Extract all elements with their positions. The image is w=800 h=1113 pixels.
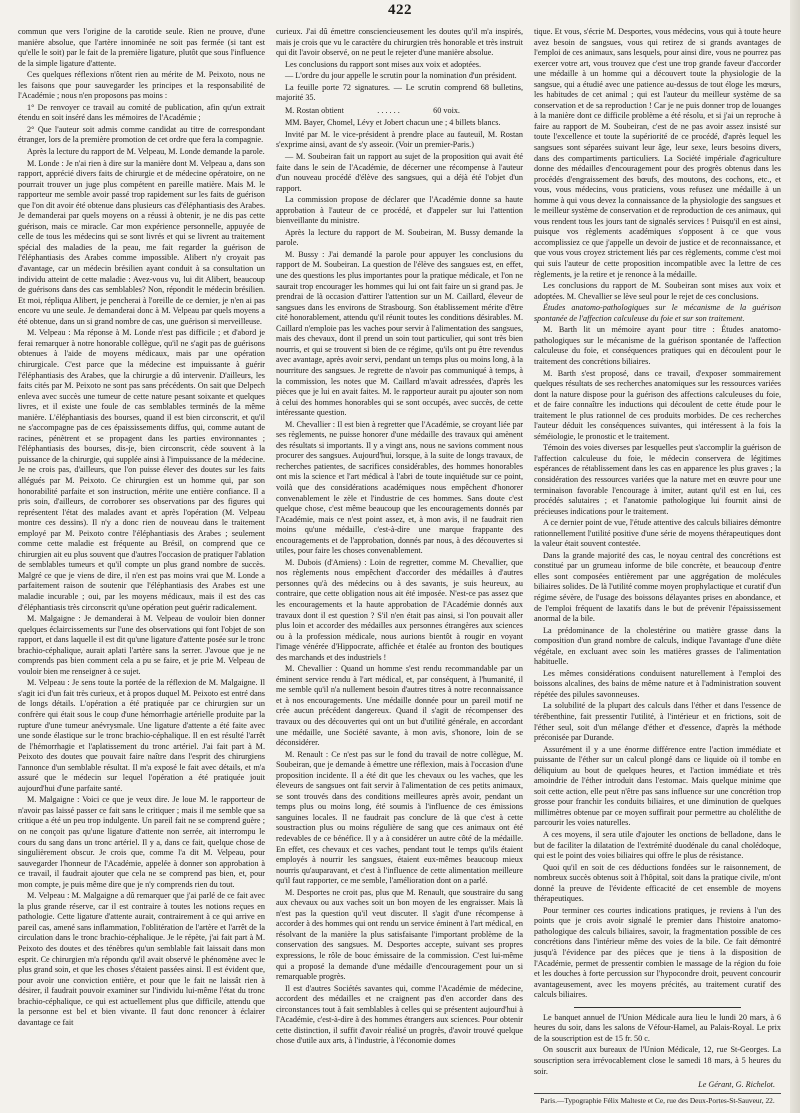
paragraph: MM. Bayer, Chomel, Lévy et Jobert chacun une ; 4 billets blancs. <box>285 118 501 128</box>
paragraph: Dans la grande majorité des cas, le noyau central des concrétions est constitué par un grumeau informe de bile concrète, et beaucoup d'entre elles sont composées entièrement par une aggrégation de molécules biliaires solides. De là l'utilité comme moyen prophylactique et curatif d'un régime sévère, de l'usage des boissons délayantes prises en abondance, et de l'emploi fréquent de laxatifs dans le but de prévenir l'épaississement anormal de la bile. <box>534 550 781 624</box>
banquet-notice <box>534 1013 781 1077</box>
vote-result <box>276 106 523 117</box>
paragraph: La feuille porte 72 signatures. — Le scrutin comprend 68 bulletins, majorité 35. <box>276 82 523 103</box>
paragraph: Ces quelques réflexions n'ôtent rien au mérite de M. Peixoto, nous ne les faisons que pour sauvegarder les principes et la responsabilité de l'Académie ; nous n'en proposons pas moins : <box>18 70 265 101</box>
paragraph: curieux. J'ai dû émettre consciencieusement les doutes qu'il m'a inspirés, mais je crois que vu le caractère du chirurgien très honorable et très instruit qui dit l'avoir observé, on ne peut le rejeter d'une manière absolue. <box>276 27 523 58</box>
paragraph: M. Bussy : J'ai demandé la parole pour appuyer les conclusions du rapport de M. Soubeiran. La question de l'élève des sangsues est, en effet, une des questions les plus importantes pour la pratique médicale, et l'on ne saurait trop encourager les hommes qui lui ont fait faire un si grand pas. Je prendrai de là occasion d'attirer l'attention sur un M. Caillard, éleveur de sangsues dans les environs de Strasbourg. Son établissement mérite d'être cité honorablement, attendu qu'il réunit toutes les conditions désirables. M. Caillard n'emploie pas les vaches pour servir à l'alimentation des sangsues, mais des chevaux, dont il prend un soin tout particulier, qui sont très bien nourris, et qui se trouvent si bien de ce régime, qu'ils ont pu être revendus avec avantage, après avoir servi, pendant un temps plus ou moins long, à la nourriture des sangsues. Je regrette de n'avoir pas communiqué à temps, à la commission, les notes que M. Caillard m'avait adressées, d'après les pièces que je lui en avait faites. M. le rapporteur aurait pu ajouter son nom à celui des hommes honorables qui se sont occupés, avec succès, de cette intéressante question. <box>276 249 523 418</box>
gerant-signature: Le Gérant, G. Richelot. <box>698 1080 775 1090</box>
paragraph: La commission propose de déclarer que l'Académie donne sa haute approbation à l'auteur de ce procédé, et d'appeler sur lui l'attention bienveillante du ministre. <box>276 195 523 226</box>
paragraph: Les mêmes considérations conduisent naturellement à l'emploi des boissons alcalines, des bains de même nature et à l'administration souvent répétée des pilules savonneuses. <box>534 668 781 699</box>
paragraph: Les conclusions du rapport de M. Soubeiran sont mises aux voix et adoptées. M. Chevallier se lève seul pour le rejet de ces conclusions. <box>534 281 781 301</box>
section-heading: Études anatomo-pathologiques sur le mécanisme de la guérison spontanée de l'affection calculeuse du foie et sur son traitement. <box>534 303 781 323</box>
paragraph: M. Velpeau : Ma réponse à M. Londe n'est pas difficile ; et d'abord je ferai remarquer à notre honorable collègue, qu'il ne s'agit pas de guérisons obtenues à l'aide de moyens médicaux, mais par une opération chirurgicale. C'est parce que la médecine est impuissante à guérir l'éléphantiasis des Arabes, que la chirurgie a dû intervenir. D'ailleurs, les faits cités par M. Peixoto ne sont pas sans précédents. On sait que Delpech enleva avec succès une tumeur de cette nature pesant soixante et quelques livres, et il existe une foule de cas semblables terminés de la même manière. L'éléphantiasis des bourses, quand il est bien circonscrit, et qu'il ne s'accompagne pas de ces épaississements diffus, qui, comme autant de racines, pénètrent et se propagent dans les parties environnantes ; l'éléphantiasis des bourses, dis-je, bien circonscrit, cède souvent à la puissance de la chirurgie, qui supplée ainsi à l'impuissance de la médecine. Je ne crois pas, d'ailleurs, que l'on puisse élever des doutes sur les faits allégués par M. Peixoto. Ce chirurgien est un homme qui, par son honorabilité parfaite et son instruction, mérite une entière confiance. Il a pris soin, d'ailleurs, de corroborer ses observations par des figures qui représentent l'état des malades avant et après l'opération (M. Velpeau montre ces dessins). Il n'y a donc rien de nouveau dans le traitement employé par M. Peixoto contre l'éléphantiasis des Arabes ; seulement comme cette maladie est fréquente au Brésil, on comprend que ce chirurgien ait eu plus souvent que d'autres l'occasion de pratiquer l'ablation de semblables tumeurs et qu'il compte un plus grand nombre de succès. Malgré ce que je viens de dire, il n'en est pas moins vrai que M. Londe a parfaitement raison de soutenir que l'éléphantiasis des Arabes est une maladie incurable ; oui, par les moyens médicaux, mais il est des cas d'éléphantiasis très circonscrit qu'une opération peut guérir radicalement. <box>18 328 265 612</box>
paragraph: M. Malgaigne : Je demanderai à M. Velpeau de vouloir bien donner quelques éclaircissements sur l'une des observations qui font l'objet de son rapport, et dans laquelle il est dit qu'une ligature d'attente posée sur le tronc brachio-céphalique, aurait aplati l'artère sans la serrer. J'avoue que je ne comprends pas bien comment cela a pu se faire, et je prie M. Velpeau de vouloir bien me renseigner à ce sujet. <box>18 614 265 676</box>
vote-candidate: M. Rostan obtient <box>285 105 344 115</box>
paragraph: M. Velpeau : M. Malgaigne a dû remarquer que j'ai parlé de ce fait avec la plus grande réserve, car il est contraire à toutes les notions reçues en pathologie. Cette ligature d'attente aurait, contrairement à ce qui arrive en pareil cas, amené sans inflammation, l'oblitération de l'artère et l'arrêt de la circulation dans le tronc brachio-céphalique. Je le répète, j'ai fait part à M. Peixoto des doutes et des ténèbres qu'un semblable fait laissait dans mon esprit. Ce chirurgien m'a répondu qu'il avait observé le phénomène avec le plus grand soin, et que les choses s'étaient passées ainsi. Il est évident que, pour avoir une conviction entière, et pour que le fait ne laissât rien à désirer, il faudrait pouvoir examiner sur l'individu lui-même l'état du tronc brachio-céphalique, ce qui est actuellement plus que difficile, attendu que la personne est bel et bien vivante. Il faut donc renoncer à éclairer davantage ce fait <box>18 891 265 1027</box>
page-edge <box>790 0 800 1113</box>
vote-count: 60 voix. <box>433 105 460 115</box>
paragraph: — M. Soubeiran fait un rapport au sujet de la proposition qui avait été faite dans le sein de l'Académie, de décerner une récompense à l'auteur d'un nouveau procédé d'élève des sangsues, qui a déjà été l'objet d'un rapport. <box>276 152 523 193</box>
paragraph: Témoin des voies diverses par lesquelles peut s'accomplir la guérison de l'affection calculeuse du foie, le médecin conservera de légitimes espérances de rétablissement dans les cas en apparence les plus graves ; la considération des ressources variées que la nature met en œuvre pour une terminaison favorable l'encourage à imiter, autant qu'il est en lui, ces procédés salutaires ; et l'anatomie pathologique lui fournit ainsi de précieuses indications pour le traitement. <box>534 443 781 516</box>
paragraph: Invité par M. le vice-président à prendre place au fauteuil, M. Rostan s'exprime ainsi, avant de s'y asseoir. (Voir un premier-Paris.) <box>276 129 523 150</box>
paragraph: Assurément il y a une énorme différence entre l'action immédiate et puissante de l'éther sur un calcul plongé dans ce liquide où il tombe en déliquium au bout de quelques heures, et l'action immédiate et très amoindrie de l'éther introduit dans l'estomac. Mais quelque minime que soit cette action, elle peut n'être pas sans influence sur une concrétion trop grosse pour franchir les conduits biliaires, et une diminution de quelques millimètres obtenue par ce moyen suffirait pour permettre au cholélithe de parcourir les voies naturelles. <box>534 744 781 828</box>
vote-leader-dots: . . . . . . <box>377 105 400 115</box>
paragraph: commun que vers l'origine de la carotide seule. Rien ne prouve, d'une manière absolue, que l'artère innominée ne soit pas fermée (si tant est qu'elle le soit) par le fait de la première ligature, plutôt que sous l'influence de la simple ligature d'attente. <box>18 27 265 68</box>
paragraph: M. Chevallier : Quand un homme s'est rendu recommandable par un éminent service rendu à l'art médical, et, par conséquent, à l'humanité, il me semble qu'il n'a nullement besoin d'autres titres à notre reconnaissance et à nos encouragements. Une médaille donnée pour un pareil motif ne crée aucun précédent dangereux. Quand il s'agit de récompenser des travaux ou des découvertes qui ont un but d'utilité générale, en accordant une médaille, une Société savante, à mon avis, s'honore, loin de se déconsidérer. <box>276 664 523 748</box>
paragraph: Pour terminer ces courtes indications pratiques, je reviens à l'un des points que je crois avoir signalé le premier dans l'histoire anatomo-pathologique des calculs biliaires, savoir, la fragmentation possible de ces concrétions dans l'intérieur même des voies de la bile. Ce fait démontré jusqu'à l'évidence par des pièces que je tiens à la disposition de l'Académie, permet de pressentir combien le massage de la région du foie et les douches à forte percussion sur l'hypocondre droit, peuvent concourir avantageusement, avec les moyens précités, au traitement curatif des calculs biliaires. <box>534 905 781 1000</box>
notice-paragraph: On souscrit aux bureaux de l'Union Médicale, 12, rue St-Georges. La souscription sera irrévocablement close le samedi 18 mars, à 5 heures du soir. <box>534 1045 781 1076</box>
paragraph: M. Barth lit un mémoire ayant pour titre : Études anatomo-pathologiques sur le mécanisme de la guérison spontanée de l'affection calculeuse du foie, et conséquences pratiques qui en découlent pour le traitement des concrétions biliaires. <box>534 325 781 366</box>
paragraph: Après la lecture du rapport de M. Velpeau, M. Londe demande la parole. <box>27 147 265 157</box>
notice-paragraph: Le banquet annuel de l'Union Médicale aura lieu le lundi 20 mars, à 6 heures du soir, dans les salons de Véfour-Hamel, au Palais-Royal. Le prix de la souscription est de 15 fr. 50 c. <box>534 1012 781 1043</box>
paragraph: tique. Et vous, s'écrie M. Desportes, vous médecins, vous qui à toute heure avez besoin de sangsues, vous qui retirez de si grands avantages de l'emploi de ces animaux, sans lesquels, pour ainsi dire, vous ne pourrez pas exercer votre art, vous trouvez que c'est une trop grande faveur d'accorder une médaille à un homme qui a découvert toute la physiologie de la sangsue, qui a étudié avec une patience au-dessus de tout éloge les mœurs, les habitudes de cet animal ; qui est l'auteur du meilleur système de sa conservation et de sa reproduction ! Car je ne puis donner trop de louanges à la manière dont ce difficile problème a été résolu, et si j'ai un reproche à faire au rapport de M. Soubeiran, c'est de ne pas avoir assez insisté sur toute l'excellence et toute la supériorité de ce procédé, d'après lequel les sangsues sont séparées suivant leur âge, leur sexe, leurs besoins divers, dans des compartiments particuliers. La Société impériale d'agriculture donne des médailles d'encouragement pour des progrès obtenus dans les procédés d'engraissement des bœufs, des moutons, des cochons, etc., et vous, vous médecins, vous praticiens, vous refusez une médaille à un homme à qui vous devez la connaissance de la physiologie des sangsues et le meilleur système de conservation et de reproduction de ces animaux, qui vous rendent tous les jours tant de signalés services ! Puisqu'il en est ainsi, puisque vos règlements académiques s'opposent à ce que vous accomplissiez ce que j'appelle un devoir de justice et de reconnaissance, et que vous vous croyez strictement liés par ces règlements, comme c'est moi qui suis l'auteur de cette proposition incompatible avec la lettre de ces règlements, je la retire et je renonce à la médaille. <box>534 27 781 279</box>
paragraph: M. Barth s'est proposé, dans ce travail, d'exposer sommairement quelques résultats de ses recherches anatomiques sur les ressources variées dont la nature dispose pour la guérison des affections calculeuses du foie, et de faire connaître les inductions qui découlent de cette étude pour le traitement le plus rationnel de ces produits morbides. De ces recherches l'auteur déduit les conséquences suivantes, qui intéressent à la fois la séméiologie, le pronostic et le traitement. <box>534 368 781 441</box>
page-number: 422 <box>388 2 412 18</box>
column-left <box>18 27 265 1092</box>
paragraph: La solubilité de la plupart des calculs dans l'éther et dans l'essence de térébenthine, fait pressentir l'utilité, à l'intérieur et en frictions, soit de l'éther seul, soit d'un mélange d'éther et d'essence, d'après la méthode préconisée par Durande. <box>534 701 781 743</box>
paragraph: A ce dernier point de vue, l'étude attentive des calculs biliaires démontre rationnellement l'utilité positive d'une série de moyens thérapeutiques dont la valeur était souvent contestée. <box>534 518 781 549</box>
paragraph: M. Velpeau : Je sens toute la portée de la réflexion de M. Malgaigne. Il s'agit ici d'un fait très curieux, et à propos duquel M. Peixoto est entré dans de longs détails. L'opération a été pratiquée par ce chirurgien sur un confrère qui était sous le coup d'une hémorrhagie artérielle produite par la rupture d'une tumeur anévrysmale. Une ligature d'attente a été faite avec une sonde élastique sur le tronc brachio-céphalique. Il en est résulté l'arrêt de l'hémorrhagie et l'aplatissement du tronc artériel. J'ai fait part à M. Peixoto des doutes que pouvait faire naître dans l'esprit des chirurgiens l'annonce d'un semblable résultat. Il m'a exposé le fait avec détails, et m'a assuré que le médecin sur lequel l'opération a été pratiquée jouit aujourd'hui d'une parfaite santé. <box>18 678 265 793</box>
printer-imprint: Paris.—Typographie Félix Malteste et Ce, rue des Deux-Portes-St-Sauveur, 22. <box>534 1093 781 1107</box>
paragraph: Les conclusions du rapport sont mises aux voix et adoptées. <box>285 59 482 69</box>
paragraph: Après la lecture du rapport de M. Soubeiran, M. Bussy demande la parole. <box>276 227 523 248</box>
paragraph: M. Malgaigne : Voici ce que je veux dire. Je loue M. le rapporteur de n'avoir pas laissé passer ce fait sans le critiquer ; mais il me semble que sa critique a été un peu trop indulgente. Un pareil fait ne se comprend guère ; on ne conçoit pas qu'une ligature d'attente non serrée, ait interrompu le cours du sang dans un tronc artériel. Il y a, dans ce fait, quelque chose de singulièrement obscur. Je crois que, comme l'a dit M. Velpeau, pour sauvegarder l'honneur de l'Académie, appelée à donner son approbation à ce travail, il faudrait ajouter que cela ne se comprend pas bien, et, pour mon compte, je puis même dire que je n'y comprends rien du tout. <box>18 795 265 889</box>
paragraph: Il est d'autres Sociétés savantes qui, comme l'Académie de médecine, accordent des médailles et ne craignent pas d'en accorder dans des circonstances tout à fait semblables à celles qui se présentent aujourd'hui à l'Académie, c'est-à-dire à des hommes étrangers aux sciences. Pour obtenir cette distinction, il suffit d'avoir réalisé un progrès, d'avoir trouvé quelque chose d'utile aux arts, à l'industrie, à l'économie domes <box>276 983 523 1046</box>
paragraph: 1° De renvoyer ce travail au comité de publication, afin qu'un extrait étendu en soit inséré dans les mémoires de l'Académie ; <box>18 102 265 123</box>
paragraph: — L'ordre du jour appelle le scrutin pour la nomination d'un président. <box>285 71 517 81</box>
paragraph: La prédominance de la cholestérine ou matière grasse dans la composition d'un grand nombre de calculs, indique l'avantage d'une diète végétale, en excluant avec soin les matières grasses de l'alimentation habituelle. <box>534 625 781 667</box>
paragraph: M. Londe : Je n'ai rien à dire sur la manière dont M. Velpeau a, dans son rapport, apprécié divers faits de chirurgie et de médecine opératoire, on ne pourrait trouver un juge plus compétent en pareille matière. Mais M. le rapporteur me semble avoir passé trop rapidement sur les faits de guérison que l'on dit avoir été obtenue dans plusieurs cas d'éléphantiasis des Arabes. Je demanderai par quels moyens on a réussi à obtenir, je ne dis pas cette guérison, mais ce miracle. Car mon expérience personnelle, appuyée de celle de tous les médecins qui se sont livrés et qui se livrent au traitement spécial des maladies de la peau, me fait regarder la guérison de l'éléphantiasis des Arabes comme impossible. Alibert n'y croyait pas d'avantage, car un médecin brésilien ayant conduit à sa consultation un individu atteint de cette maladie : Avez-vous vu, lui dit Alibert, beaucoup de guérisons dans des cas semblables? Non, répondit le médecin brésilien. Et moi, répliqua Alibert, je pencherai à l'oreille de ce dernier, je n'en ai pas encore vu une seule. Je demanderai donc à M. Velpeau par quels moyens a été obtenue, dans un si grand nombre de cas, une guérison si merveilleuse. <box>18 158 265 326</box>
paragraph: M. Desportes ne croit pas, plus que M. Renault, que soustraire du sang aux chevaux ou aux vaches soit un bon moyen de les engraisser. Mais là n'est pas la question qu'il veut discuter. Il s'agit d'une récompense à accorder à des hommes qui ont rendu un service éminent à l'art médical, en résolvant de la manière la plus satisfaisante l'important problème de la conservation des sangsues. M. Desportes accepte, suivant ses propres expressions, le rôle de bouc émissaire de la commission. C'est lui-même qui a proposé la demande d'une médaille d'encouragement pour un si remarquable progrès. <box>276 887 523 982</box>
paragraph: 2° Que l'auteur soit admis comme candidat au titre de correspondant étranger, lors de la première promotion de cet ordre que fera la compagnie. <box>18 124 265 145</box>
column-right <box>534 27 781 1105</box>
paragraph: M. Chevallier : Il est bien à regretter que l'Académie, se croyant liée par ses règlements, ne puisse honorer d'une médaille des travaux qui amènent des résultats si importants. Il y a vingt ans, nous ne savions comment nous procurer des sangsues. Aujourd'hui, lorsque, à la suite de longs travaux, de recherches patientes, de sacrifices considérables, des hommes honorables ont mis la science et l'art médical à l'abri de toute inquiétude sur ce point, voilà que des considérations académiques nous empêchent d'honorer convenablement le zèle et l'industrie de ces hommes. Sans doute c'est quelque chose, c'est même beaucoup que les encouragements donnés par l'Académie, mais ce n'est point assez, et, à mon avis, il ne faudrait rien moins qu'une médaille, c'est-à-dire une marque frappante des encouragements et de l'approbation, donnés par nous, à des découvertes si utiles, pour faire les choses convenablement. <box>276 419 523 556</box>
paragraph: M. Renault : Ce n'est pas sur le fond du travail de notre collègue, M. Soubeiran, que je demande à émettre une réflexion, mais à l'occasion d'une proposition incidente. Il a été dit que les chevaux ou les vaches, que les éleveurs de sangsues ont fait servir à l'alimentation de ces petits animaux, se sont trouvés dans des conditions meilleures après avoir, pendant un temps plus ou moins long, été soumis à l'influence de ces émissions sanguines locales. Il ne faudrait pas conclure de là que c'est à cette soustraction plus ou moins régulière de sang que ces animaux ont été redevables de ce bénéfice. Il y a à considérer un autre côté de la médaille. En effet, ces chevaux et ces vaches, pendant tout le temps qu'ils étaient employés à nourrir les sangsues, étaient eux-mêmes beaucoup mieux nourris qu'auparavant, et c'est à l'influence de cette alimentation meilleure qu'il faut rapporter, ce me semble, l'amélioration dont on a parlé. <box>276 749 523 886</box>
paragraph: A ces moyens, il sera utile d'ajouter les onctions de belladone, dans le but de faciliter la dilatation de l'extrémité duodénale du canal cholédoque, qui est le point des voies biliaires qui offre le plus de résistance. <box>534 830 781 861</box>
paragraph: Quoi qu'il en soit de ces déductions fondées sur le raisonnement, de nombreux succès obtenus soit à l'hôpital, soit dans la pratique civile, m'ont donné la preuve de l'évidente efficacité de cet ensemble de moyens thérapeutiques. <box>534 862 781 904</box>
column-middle <box>276 27 523 1092</box>
divider <box>574 1007 741 1008</box>
paragraph: M. Dubois (d'Amiens) : Loin de regretter, comme M. Chevallier, que nos règlements nous empêchent d'accorder des médailles à d'autres personnes qu'à des médecins ou à des savants, je suis heureux, au contraire, que cette obligation nous ait été imposée. N'est-ce pas assez que les encouragements et la haute approbation de l'Académie donnés aux travaux dont il est question ? S'il n'en était pas ainsi, si l'on pouvait aller plus loin et accorder des médailles aux personnes étrangères aux sciences ou à la profession médicale, nous aurions bientôt à rougir en voyant l'image vénérée d'Hippocrate, affichée et étalée au fronton des boutiques des marchands et des industriels ! <box>276 557 523 662</box>
